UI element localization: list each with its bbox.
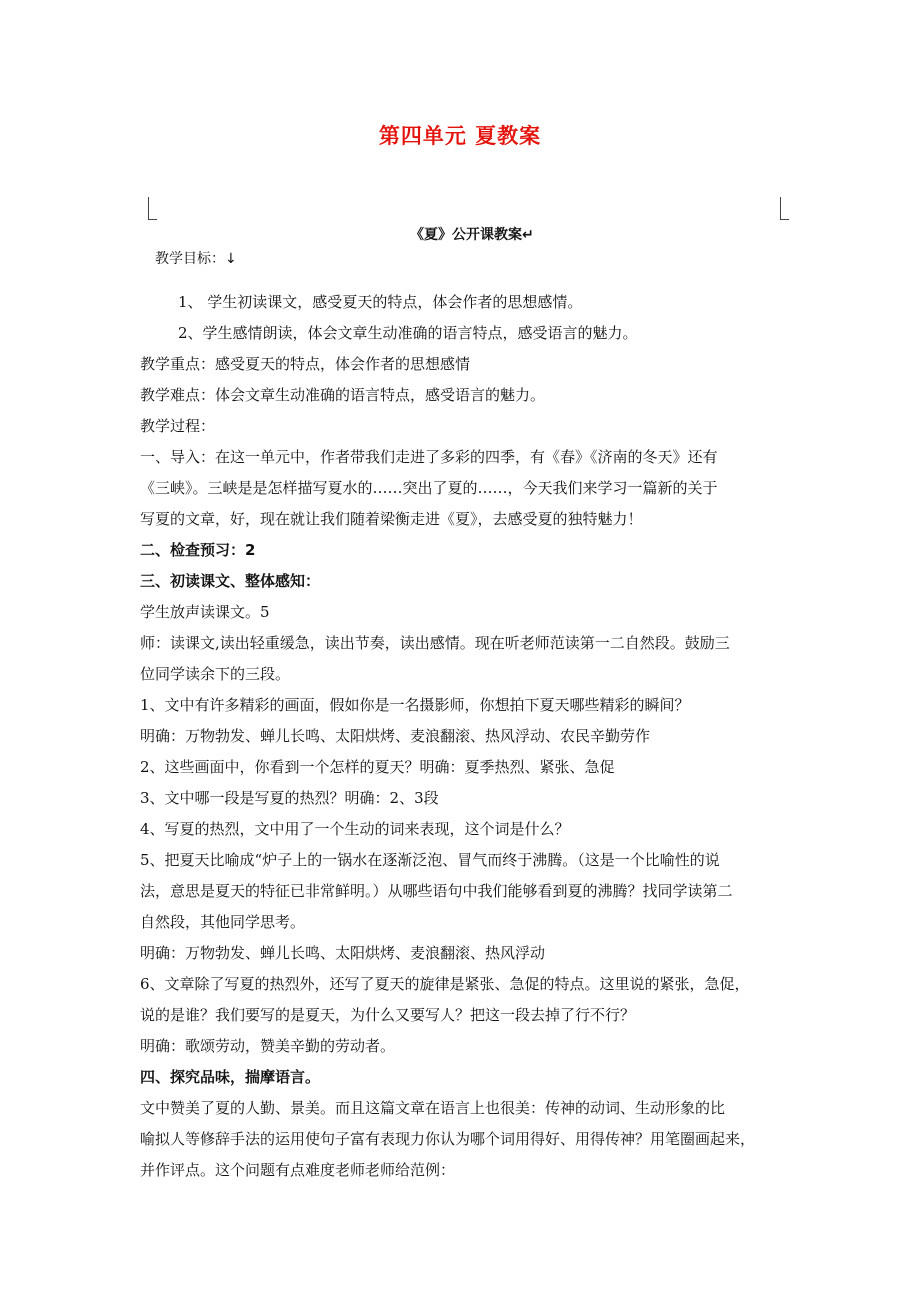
text-line-key-point: 教学重点：感受夏天的特点，体会作者的思想感情 xyxy=(140,355,471,373)
section-heading-preview: 二、检查预习：2 xyxy=(140,541,256,559)
text-line-question-6a: 6、文章除了写夏的热烈外，还写了夏天的旋律是紧张、急促的特点。这里说的紧张，急促， xyxy=(140,975,750,993)
text-line-answer-6: 明确：歌颂劳动，赞美辛勤的劳动者。 xyxy=(140,1037,396,1055)
text-line-goal-1: 1、 学生初读课文，感受夏天的特点，体会作者的思想感情。 xyxy=(178,293,583,311)
text-line-explore-3: 并作评点。这个问题有点难度老师老师给范例： xyxy=(140,1161,456,1179)
text-line-question-1: 1、文中有许多精彩的画面，假如你是一名摄影师，你想拍下夏天哪些精彩的瞬间？ xyxy=(140,696,690,714)
text-line-goal-2: 2、学生感情朗读，体会文章生动准确的语言特点，感受语言的魅力。 xyxy=(178,324,638,342)
text-line-question-6b: 说的是谁？我们要写的是夏天，为什么又要写人？把这一段去掉了行不行？ xyxy=(140,1006,636,1024)
text-line-intro-3: 写夏的文章，好，现在就让我们随着梁衡走进《夏》，去感受夏的独特魅力！ xyxy=(140,510,643,528)
text-line-question-5a: 5、把夏天比喻成“炉子上的一锅水在逐渐泛泡、冒气而终于沸腾。（这是一个比喻性的说 xyxy=(140,851,720,869)
section-heading-reading: 三、初读课文、整体感知： xyxy=(140,572,321,590)
lesson-subtitle: 《夏》公开课教案↵ xyxy=(410,227,534,243)
text-line-read-aloud: 学生放声读课文。5 xyxy=(140,603,270,621)
text-line-intro-1: 一、导入：在这一单元中，作者带我们走进了多彩的四季，有《春》《济南的冬天》还有 xyxy=(140,448,718,466)
text-line-difficulty: 教学难点：体会文章生动准确的语言特点，感受语言的魅力。 xyxy=(140,386,546,404)
text-line-question-5b: 法，意思是夏天的特征已非常鲜明。）从哪些语句中我们能够看到夏的沸腾？找同学读第二 xyxy=(140,882,733,900)
text-line-answer-1: 明确：万物勃发、蝉儿长鸣、太阳烘烤、麦浪翻滚、热风浮动、农民辛勤劳作 xyxy=(140,727,651,745)
text-line-question-3: 3、文中哪一段是写夏的热烈？明确：2、3段 xyxy=(140,789,439,807)
text-line-intro-2: 《三峡》。三峡是是怎样描写夏水的……突出了夏的……，今天我们来学习一篇新的关于 xyxy=(140,479,718,497)
document-title: 第四单元 夏教案 xyxy=(378,124,542,148)
text-line-question-5c: 自然段，其他同学思考。 xyxy=(140,913,306,931)
page-corner-mark-right xyxy=(780,197,789,220)
text-line-explore-1: 文中赞美了夏的人勤、景美。而且这篇文章在语言上也很美：传神的动词、生动形象的比 xyxy=(140,1099,726,1117)
text-line-process: 教学过程： xyxy=(140,417,216,435)
text-line-teacher-1: 师：读课文,读出轻重缓急，读出节奏，读出感情。现在听老师范读第一二自然段。鼓励三 xyxy=(140,634,730,652)
page-corner-mark-left xyxy=(148,197,157,220)
section-heading-explore: 四、探究品味，揣摩语言。 xyxy=(140,1068,321,1086)
goals-label: 教学目标：↓ xyxy=(155,251,237,267)
text-line-question-2: 2、这些画面中，你看到一个怎样的夏天？明确：夏季热烈、紧张、急促 xyxy=(140,758,615,776)
text-line-explore-2: 喻拟人等修辞手法的运用使句子富有表现力你认为哪个词用得好、用得传神？用笔圈画起来， xyxy=(140,1130,756,1148)
text-line-teacher-2: 位同学读余下的三段。 xyxy=(140,665,291,683)
text-line-question-4: 4、写夏的热烈，文中用了一个生动的词来表现，这个词是什么？ xyxy=(140,820,570,838)
text-line-answer-5: 明确：万物勃发、蝉儿长鸣、太阳烘烤、麦浪翻滚、热风浮动 xyxy=(140,944,546,962)
